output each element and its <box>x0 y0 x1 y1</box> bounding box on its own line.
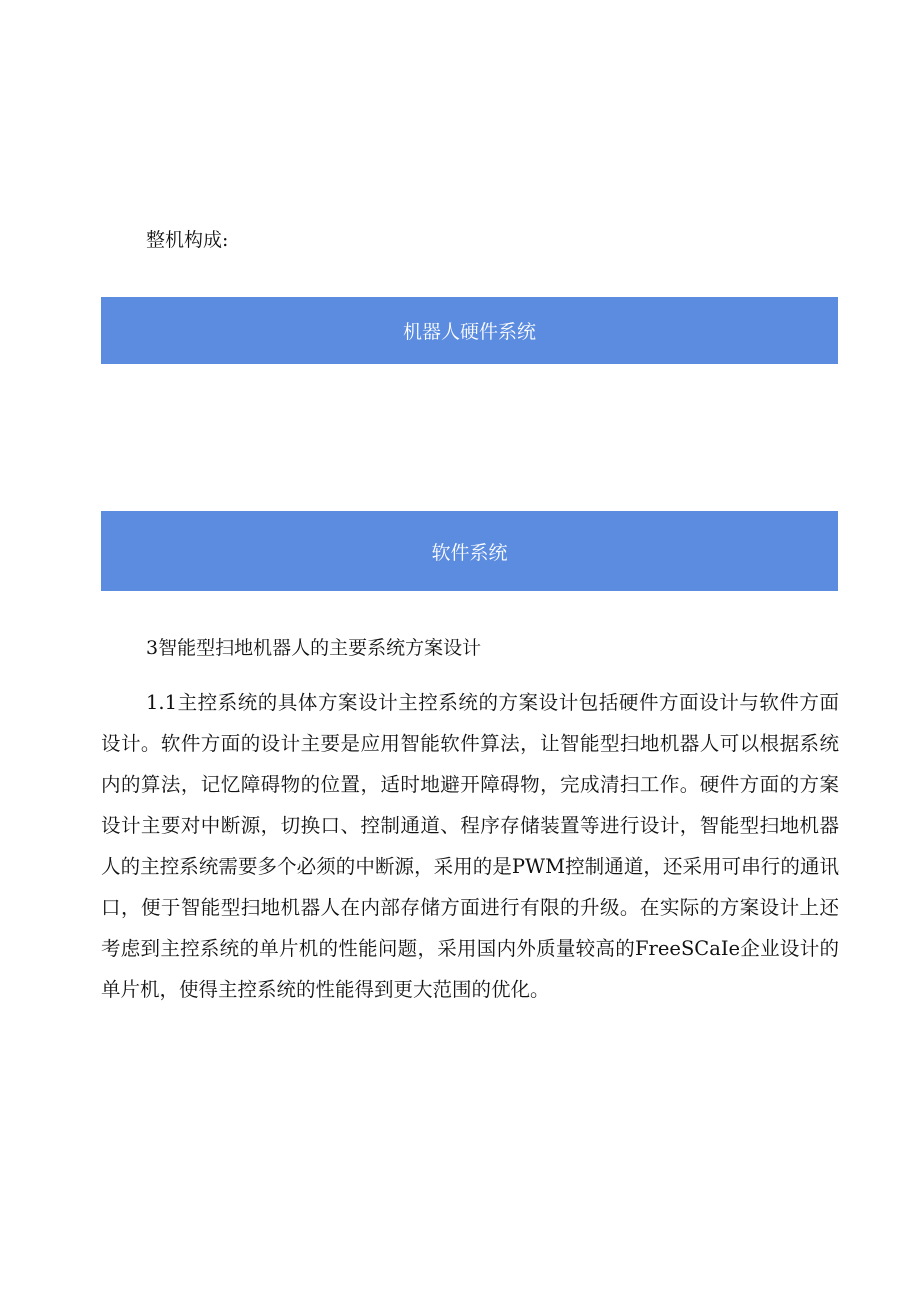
intro-label: 整机构成: <box>146 229 229 251</box>
body-paragraph: 1.1主控系统的具体方案设计主控系统的方案设计包括硬件方面设计与软件方面设计。软件方面的设计主要是应用智能软件算法，让智能型扫地机器人可以根据系统内的算法，记忆障碍物的位置，适时地避开障碍物，完成清扫工作。硬件方面的方案设计主要对中断源，切换口、控制通道、程序存储装置等进行设计，智能型扫地机器人的主控系统需要多个必须的中断源，采用的是PWM控制通道，还采用可串行的通讯口，便于智能型扫地机器人在内部存储方面进行有限的升级。在实际的方案设计上还考虑到主控系统的单片机的性能问题，采用国内外质量较高的FreeSCaIe企业设计的单片机，使得主控系统的性能得到更大范围的优化。 <box>101 691 839 1001</box>
software-system-label: 软件系统 <box>431 541 508 564</box>
section-heading: 3智能型扫地机器人的主要系统方案设计 <box>146 637 482 659</box>
software-system-box <box>101 511 838 591</box>
hardware-system-label: 机器人硬件系统 <box>402 321 536 343</box>
hardware-system-box <box>101 297 838 364</box>
